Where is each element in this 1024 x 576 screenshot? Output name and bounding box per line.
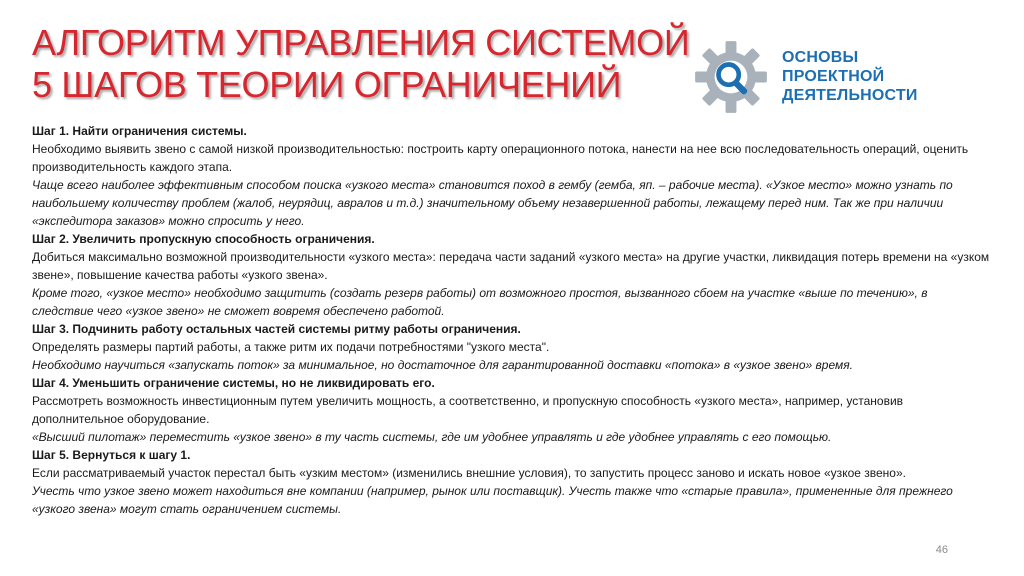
step-3-text: Определять размеры партий работы, а также ритм их подачи потребностями "узкого места". — [32, 340, 550, 354]
step-5-text: Если рассматриваемый участок перестал быть «узким местом» (изменились внешние условия), то запустить процесс заново и искать новое «узкое звено». — [32, 466, 906, 480]
step-5-note: Учесть что узкое звено может находиться вне компании (например, рынок или поставщик). Учесть также что «старые правила», примененные для прежнего «узкого звена» могут стать ограничением системы. — [32, 484, 953, 516]
gear-magnifier-icon — [692, 38, 770, 116]
logo-line3: ДЕЯТЕЛЬНОСТИ — [782, 87, 918, 104]
step-4-text: Рассмотреть возможность инвестиционным путем увеличить мощность, а соответственно, и пропускную способность «узкого места», например, установив дополнительное оборудование. — [32, 394, 904, 426]
step-5-heading: Шаг 5. Вернуться к шагу 1. — [32, 448, 191, 462]
slide-title-line1: АЛГОРИТМ УПРАВЛЕНИЯ СИСТЕМОЙ — [32, 22, 690, 63]
step-1-note: Чаще всего наиболее эффективным способом поиска «узкого места» становится поход в гембу (гемба, яп. – рабочие места). «Узкое место» можно узнать по наибольшему количеству проблем (жалоб, неурядиц, авралов и т.д.) значительному объему незавершенной работы, лежащему перед ним. Так же при наличии «экспедитора заказов» можно спросить у него. — [32, 178, 953, 228]
steps-content — [32, 122, 992, 518]
step-4-heading: Шаг 4. Уменьшить ограничение системы, но не ликвидировать его. — [32, 376, 435, 390]
page-number: 46 — [935, 544, 948, 556]
logo-line1: ОСНОВЫ — [782, 49, 859, 66]
slide-title-line2: 5 ШАГОВ ТЕОРИИ ОГРАНИЧЕНИЙ — [32, 64, 622, 105]
step-4-note: «Высший пилотаж» переместить «узкое звено» в ту часть системы, где им удобнее управлять и где удобнее управлять с его помощью. — [32, 430, 832, 444]
logo-line2: ПРОЕКТНОЙ — [782, 68, 885, 85]
step-2-note: Кроме того, «узкое место» необходимо защитить (создать резерв работы) от возможного простоя, вызванного сбоем на участке «выше по течению», в следствие чего «узкое звено» не сможет вовремя обеспечено работой. — [32, 286, 928, 318]
logo-text — [782, 48, 918, 105]
step-2-text: Добиться максимально возможной производительности «узкого места»: передача части заданий «узкого места» на другие участки, ликвидация потерь времени на «узком звене», повышение качества работы «узкого звена». — [32, 250, 990, 282]
step-1-heading: Шаг 1. Найти ограничения системы. — [32, 124, 247, 138]
step-3-note: Необходимо научиться «запускать поток» за минимальное, но достаточное для гарантированной доставки «потока» в «узкое звено» время. — [32, 358, 853, 372]
step-2-heading: Шаг 2. Увеличить пропускную способность ограничения. — [32, 232, 375, 246]
step-1-text: Необходимо выявить звено с самой низкой производительностью: построить карту операционного потока, нанести на нее всю последовательность операций, оценить производительность каждого этапа. — [32, 142, 969, 174]
step-3-heading: Шаг 3. Подчинить работу остальных частей системы ритму работы ограничения. — [32, 322, 521, 336]
slide-title — [32, 22, 692, 106]
logo — [692, 38, 952, 118]
